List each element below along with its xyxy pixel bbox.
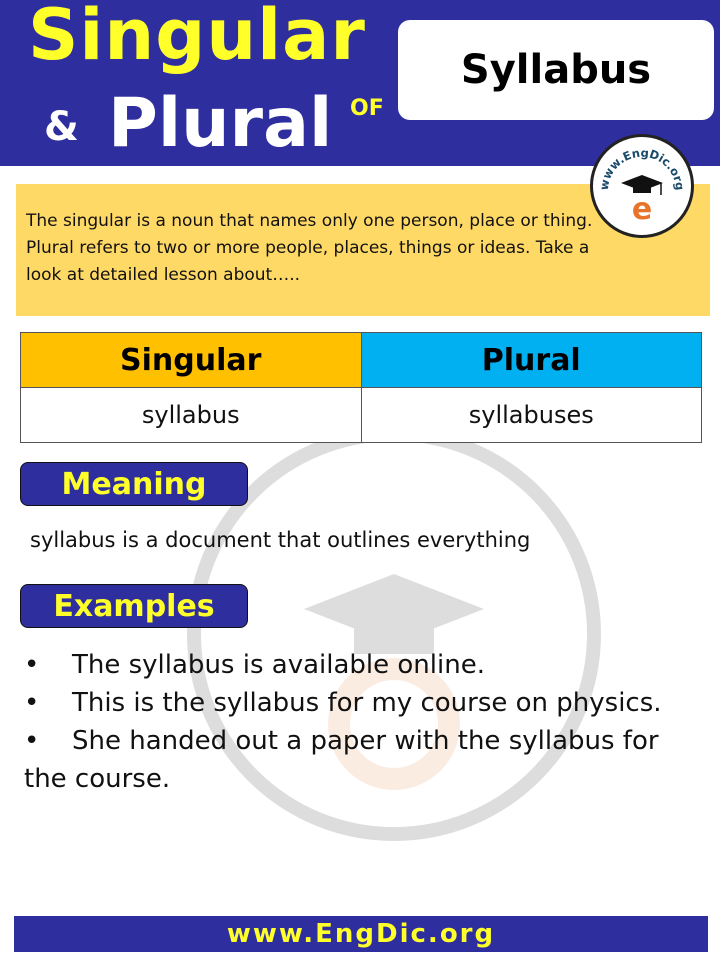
bullet: • [24, 726, 40, 756]
bullet: • [24, 650, 40, 680]
example-text: This is the syllabus for my course on physics. [72, 688, 662, 718]
list-item [24, 646, 704, 684]
title-ampersand: & [44, 104, 79, 150]
example-text: The syllabus is available online. [72, 650, 485, 680]
examples-label: Examples [20, 584, 248, 628]
header-singular: Singular [21, 333, 362, 388]
engdic-logo [590, 134, 694, 238]
singular-plural-table [20, 332, 702, 443]
table-header-row [21, 333, 702, 388]
footer-banner [14, 916, 708, 952]
title-singular: Singular [28, 0, 366, 76]
meaning-label: Meaning [20, 462, 248, 506]
footer-url: www.EngDic.org [226, 919, 496, 949]
engdic-logo-graphic [593, 137, 691, 235]
table-row [21, 388, 702, 443]
word-box [398, 20, 714, 120]
definition-box: The singular is a noun that names only one person, place or thing. Plural refers to two or more people, places, things or ideas. Take a look at detailed lesson about….. [16, 184, 710, 316]
examples-list [24, 646, 704, 798]
logo-text: www.EngDic.org [596, 145, 688, 192]
cell-singular: syllabus [21, 388, 362, 443]
title-plural: Plural [108, 84, 333, 163]
title-of: OF [350, 96, 384, 121]
list-item [24, 722, 704, 798]
example-text: She handed out a paper with the syllabus for the course. [24, 726, 659, 794]
header-plural: Plural [361, 333, 702, 388]
bullet: • [24, 688, 40, 718]
meaning-text: syllabus is a document that outlines everything [30, 528, 531, 552]
headword: Syllabus [460, 47, 652, 93]
list-item [24, 684, 704, 722]
cell-plural: syllabuses [361, 388, 702, 443]
logo-letter: e [631, 192, 653, 227]
